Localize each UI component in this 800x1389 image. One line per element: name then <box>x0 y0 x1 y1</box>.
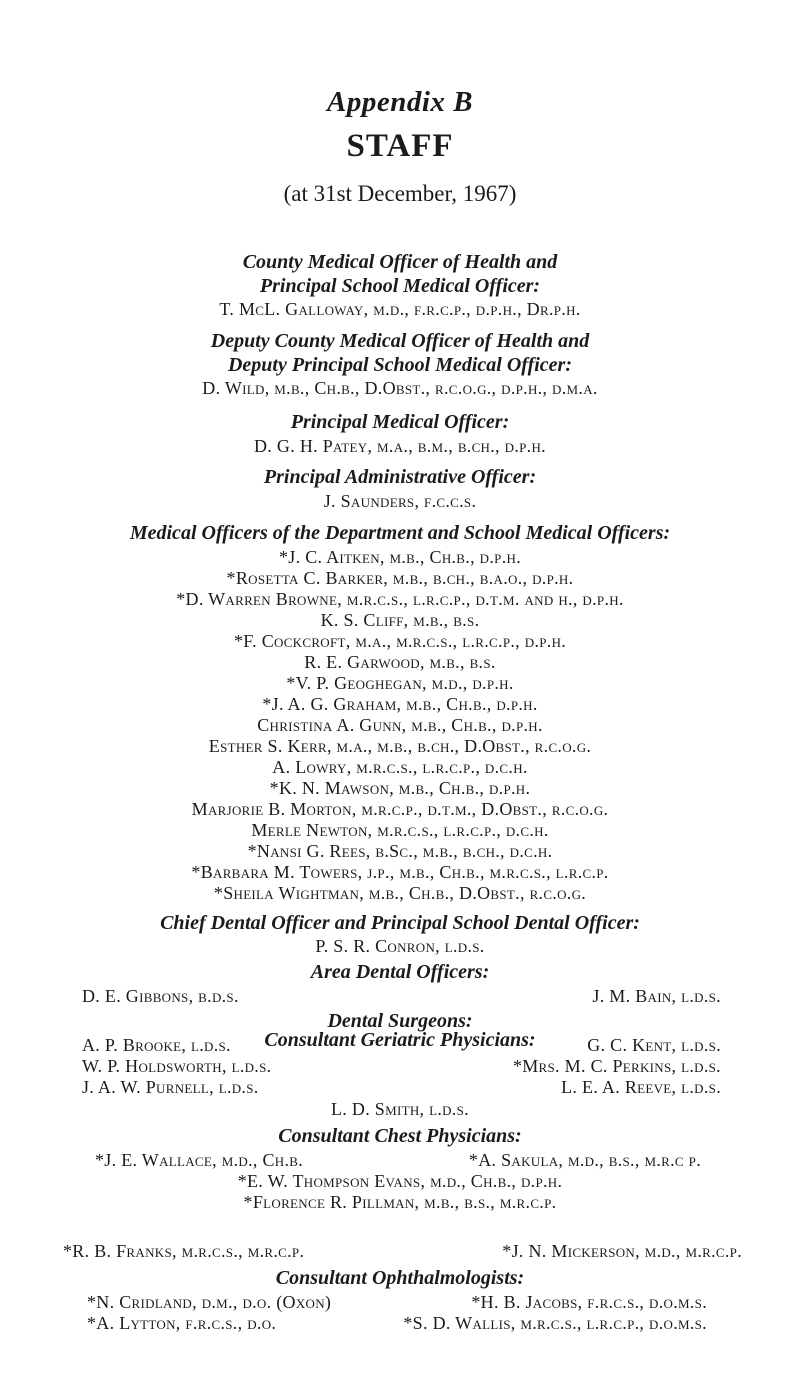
dental-surgeons-heading: Dental Surgeons: <box>327 1010 473 1032</box>
appendix-title: Appendix B <box>327 86 473 118</box>
chest-physician: *Florence R. Pillman, m.b., b.s., m.r.c.p. <box>243 1192 557 1212</box>
consultant-ophthalmologist: *N. Cridland, d.m., d.o. (Oxon) <box>87 1292 332 1312</box>
chief-dental-heading: Chief Dental Officer and Principal School Dental Officer: <box>160 912 640 934</box>
principal-mo-heading: Principal Medical Officer: <box>290 411 510 433</box>
medical-officer: *J. A. G. Graham, m.b., Ch.b., d.p.h. <box>262 694 538 714</box>
medical-officer: *Barbara M. Towers, j.p., m.b., Ch.b., m.r.c.s., l.r.c.p. <box>191 862 609 882</box>
medical-officer: *D. Warren Browne, m.r.c.s., l.r.c.p., d.t.m. and h., d.p.h. <box>176 589 624 609</box>
chest-physician: *A. Sakula, m.d., b.s., m.r.c p. <box>468 1150 701 1170</box>
dental-surgeon: A. P. Brooke, l.d.s. <box>82 1035 231 1055</box>
area-dental-heading: Area Dental Officers: <box>310 961 490 983</box>
medical-officer: *Nansi G. Rees, b.Sc., m.b., b.ch., d.c.h. <box>247 841 553 861</box>
medical-officer: *V. P. Geoghegan, m.d., d.p.h. <box>286 673 514 693</box>
consultant-ophthalmologist: *H. B. Jacobs, f.r.c.s., d.o.m.s. <box>471 1292 707 1312</box>
medical-officer: *F. Cockcroft, m.a., m.r.c.s., l.r.c.p., d.p.h. <box>233 631 567 651</box>
medical-officer: Esther S. Kerr, m.a., m.b., b.ch., D.Obst., r.c.o.g. <box>208 736 592 756</box>
deputy-heading-line-1: Deputy County Medical Officer of Health and <box>210 330 590 352</box>
dental-surgeon: L. D. Smith, l.d.s. <box>331 1099 469 1119</box>
dental-surgeon: J. A. W. Purnell, l.d.s. <box>82 1077 259 1097</box>
medical-officer: *Sheila Wightman, m.b., Ch.b., D.Obst., r.c.o.g. <box>213 883 587 903</box>
dental-surgeon: G. C. Kent, l.d.s. <box>587 1035 721 1055</box>
principal-mo-name: D. G. H. Patey, m.a., b.m., b.ch., d.p.h. <box>254 436 546 456</box>
deputy-name: D. Wild, m.b., Ch.b., D.Obst., r.c.o.g., d.p.h., d.m.a. <box>202 378 598 398</box>
medical-officer: Christina A. Gunn, m.b., Ch.b., d.p.h. <box>257 715 543 735</box>
consultant-ophthalmologist: *A. Lytton, f.r.c.s., d.o. <box>87 1313 277 1333</box>
cmo-heading-line-1: County Medical Officer of Health and <box>242 251 558 273</box>
geriatric-heading: Consultant Geriatric Physicians: <box>264 1029 536 1051</box>
deputy-heading-line-2: Deputy Principal School Medical Officer: <box>227 354 573 376</box>
medical-officer: Marjorie B. Morton, m.r.c.p., d.t.m., D.Obst., r.c.o.g. <box>191 799 609 819</box>
dental-surgeon: *Mrs. M. C. Perkins, l.d.s. <box>512 1056 721 1076</box>
chest-physician: *E. W. Thompson Evans, m.d., Ch.b., d.p.h. <box>237 1171 563 1191</box>
medical-officer: R. E. Garwood, m.b., b.s. <box>304 652 496 672</box>
geriatric-physician: *R. B. Franks, m.r.c.s., m.r.c.p. <box>63 1241 305 1261</box>
dental-surgeon: L. E. A. Reeve, l.d.s. <box>561 1077 721 1097</box>
dental-surgeon: W. P. Holdsworth, l.d.s. <box>82 1056 272 1076</box>
admin-heading: Principal Administrative Officer: <box>263 466 537 488</box>
medical-officer: *J. C. Aitken, m.b., Ch.b., d.p.h. <box>278 547 521 567</box>
consultant-ophthalmologist: *S. D. Wallis, m.r.c.s., l.r.c.p., d.o.m.s. <box>403 1313 707 1333</box>
medical-officers-heading: Medical Officers of the Department and School Medical Officers: <box>129 522 671 544</box>
area-dental-right: J. M. Bain, l.d.s. <box>592 986 721 1006</box>
chest-heading: Consultant Chest Physicians: <box>278 1125 522 1147</box>
geriatric-physician: *J. N. Mickerson, m.d., m.r.c.p. <box>502 1241 742 1261</box>
medical-officer: A. Lowry, m.r.c.s., l.r.c.p., d.c.h. <box>272 757 528 777</box>
medical-officer: *K. N. Mawson, m.b., Ch.b., d.p.h. <box>269 778 531 798</box>
page-title: STAFF <box>346 128 454 164</box>
medical-officer: K. S. Cliff, m.b., b.s. <box>320 610 480 630</box>
date-note: (at 31st December, 1967) <box>283 181 517 206</box>
consultant-ophth-heading: Consultant Ophthalmologists: <box>275 1267 525 1289</box>
chief-dental-name: P. S. R. Conron, l.d.s. <box>315 936 485 956</box>
admin-name: J. Saunders, f.c.c.s. <box>323 491 477 511</box>
medical-officer: *Rosetta C. Barker, m.b., b.ch., b.a.o., d.p.h. <box>226 568 574 588</box>
cmo-heading-line-2: Principal School Medical Officer: <box>259 275 541 297</box>
medical-officer: Merle Newton, m.r.c.s., l.r.c.p., d.c.h. <box>251 820 549 840</box>
area-dental-left: D. E. Gibbons, b.d.s. <box>82 986 239 1006</box>
chest-physician: *J. E. Wallace, m.d., Ch.b. <box>95 1150 304 1170</box>
cmo-name: T. McL. Galloway, m.d., f.r.c.p., d.p.h., Dr.p.h. <box>219 299 581 319</box>
